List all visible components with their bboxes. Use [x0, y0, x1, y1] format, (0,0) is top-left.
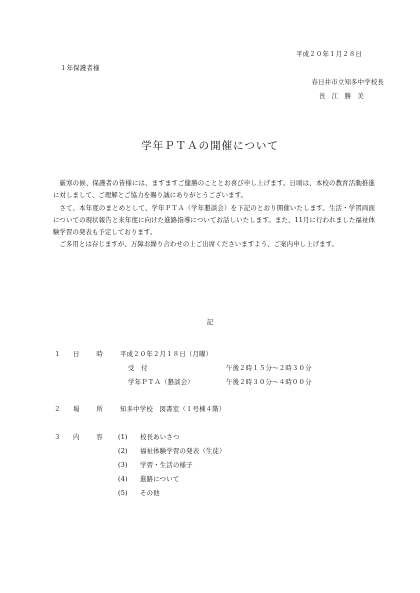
agenda-item: その他 — [140, 489, 160, 497]
body-paragraph: さて、本年度のまとめとして、学年ＰＴＡ（学年懇談会）を下記のとおり開催いたします。生活・学習両面についての現状報告と来年度に向けた進路指導についてお話しいたします。また、11月に行われました福祉体験学習の発表も予定しております。 — [53, 203, 375, 237]
agenda-item: 福祉体験学習の発表（生徒） — [140, 447, 226, 455]
agenda-number: (2) — [118, 447, 128, 455]
sender-name: 長 江 勝 美 — [318, 92, 366, 100]
event-place: 知多中学校 図書室（１号棟４階） — [120, 405, 226, 413]
item-number: ３ — [54, 433, 61, 441]
item-label-datetime: 日時 — [73, 350, 120, 358]
event-date: 平成２０年２月１８日（月曜） — [120, 350, 213, 358]
item-label-place: 場所 — [73, 405, 120, 413]
document-title: 学年ＰＴＡの開催について — [141, 140, 279, 152]
agenda-number: (3) — [118, 461, 128, 469]
agenda-item: 学習・生活の様子 — [140, 461, 193, 469]
agenda-item: 進路について — [140, 475, 180, 483]
letter-date: 平成２０年１月２８日 — [296, 50, 362, 58]
body-paragraph: ご多用とは存じますが、万障お繰り合わせの上ご出席くださいますよう、ご案内申し上げます。 — [59, 240, 339, 249]
addressee: １年保護者様 — [60, 64, 100, 72]
agenda-item: 校長あいさつ — [140, 433, 180, 441]
item-label-content: 内容 — [73, 433, 120, 441]
reception-label: 受 付 — [128, 364, 148, 372]
item-number: １ — [54, 350, 61, 358]
agenda-number: (4) — [118, 475, 128, 483]
agenda-number: (5) — [118, 489, 128, 497]
ki-heading: 記 — [206, 318, 214, 326]
item-number: ２ — [54, 405, 61, 413]
agenda-number: (1) — [118, 433, 128, 441]
reception-time: 午後２時１５分～２時３０分 — [226, 364, 312, 372]
letter-body — [53, 177, 375, 251]
sender-organization: 春日井市立知多中学校長 — [311, 78, 384, 86]
body-paragraph: 厳寒の候、保護者の皆様には、ますますご健勝のこととお喜び申し上げます。日頃は、本校の教育活動推進に対しまして、ご理解とご協力を賜り誠にありがとうございます。 — [53, 179, 375, 200]
pta-label: 学年ＰＴＡ（懇談会） — [128, 378, 194, 386]
pta-time: 午後２時３０分～４時００分 — [226, 378, 312, 386]
